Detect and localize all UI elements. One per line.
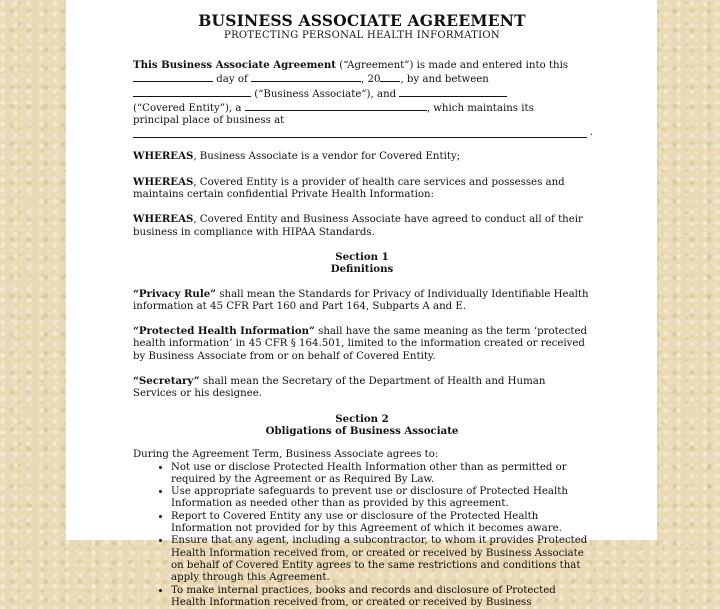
blank-year <box>380 72 400 82</box>
list-item: • Not use or disclose Protected Health Information other than as permitted or required by the Agreement or as Required By Law. <box>171 462 591 487</box>
whereas-text: , Covered Entity and Business Associate have agreed to conduct all of their business in compliance with HIPAA Standards. <box>133 214 583 237</box>
section-2-lead: During the Agreement Term, Business Associate agrees to: <box>133 449 591 461</box>
blank-covered-entity <box>399 87 507 97</box>
intro-lead: This Business Associate Agreement <box>133 59 336 71</box>
blank-day <box>133 72 213 82</box>
whereas-lead: WHEREAS <box>133 176 193 188</box>
section-2-heading <box>133 413 591 438</box>
list-item: • Use appropriate safeguards to prevent use or disclosure of Protected Health Information as needed other than as provided by this agreement. <box>171 486 591 511</box>
definition-phi <box>133 325 591 363</box>
definition-term: “Protected Health Information” <box>133 325 315 337</box>
blank-business-associate <box>133 87 251 97</box>
whereas-1 <box>133 150 591 163</box>
intro-year-prefix: , 20 <box>361 74 380 85</box>
section-1-title: Definitions <box>133 263 591 275</box>
section-2-number: Section 2 <box>133 413 591 425</box>
definition-text: shall have the same meaning as the term ‘protected health information’ in 45 CFR § 164.501, limited to the information created or received by Business Associate from or on behalf of Covered Entity. <box>133 326 587 362</box>
document-subtitle: PROTECTING PERSONAL HEALTH INFORMATION <box>133 30 591 42</box>
blank-month <box>251 72 361 82</box>
list-item: • Report to Covered Entity any use or disclosure of the Protected Health Information not provided for by this Agreement of which it becomes aware. <box>171 511 591 536</box>
blank-address <box>133 127 587 138</box>
intro-by-between: , by and between <box>400 74 488 85</box>
definition-text: shall mean the Standards for Privacy of Individually Identifiable Health information at 45 CFR Part 160 and Part 164, Subparts A and E. <box>133 289 589 312</box>
whereas-3 <box>133 213 591 239</box>
section-1-number: Section 1 <box>133 251 591 263</box>
definition-term: “Secretary” <box>133 375 200 387</box>
intro-ba-label: (“Business Associate”), and <box>251 89 396 100</box>
section-1-heading <box>133 251 591 276</box>
whereas-text: , Business Associate is a vendor for Covered Entity; <box>193 151 460 162</box>
intro-maintains: , which maintains its <box>427 103 534 114</box>
intro-day-of: day of <box>213 74 251 85</box>
whereas-text: , Covered Entity is a provider of health care services and possesses and maintains certain confidential Private Health Information: <box>133 177 565 200</box>
intro-ce-label: (“Covered Entity”), a <box>133 103 245 114</box>
definition-privacy-rule <box>133 288 591 314</box>
whereas-lead: WHEREAS <box>133 150 193 162</box>
intro-end-period: . <box>590 127 593 139</box>
whereas-lead: WHEREAS <box>133 213 193 225</box>
definition-secretary <box>133 375 591 401</box>
list-item: • To make internal practices, books and records and disclosure of Protected Health Information received from, or created or received by Business <box>171 585 591 609</box>
blank-entity-type <box>245 101 427 111</box>
whereas-2 <box>133 176 591 202</box>
obligations-list <box>133 462 591 609</box>
document-title: BUSINESS ASSOCIATE AGREEMENT <box>133 12 591 30</box>
intro-paragraph <box>133 59 591 138</box>
document-page <box>66 0 657 540</box>
definition-term: “Privacy Rule” <box>133 288 216 300</box>
list-item: • Ensure that any agent, including a subcontractor, to whom it provides Protected Health Information received from, or created or received by Business Associate on behalf of Covered Entity agrees to the same restrictions and conditions that apply through this Agreement. <box>171 535 591 584</box>
section-2-title: Obligations of Business Associate <box>133 425 591 437</box>
definition-text: shall mean the Secretary of the Department of Health and Human Services or his designee. <box>133 376 545 399</box>
intro-principal: principal place of business at <box>133 115 284 126</box>
intro-text: (“Agreement”) is made and entered into this <box>336 60 568 71</box>
agreement-document <box>133 12 591 609</box>
